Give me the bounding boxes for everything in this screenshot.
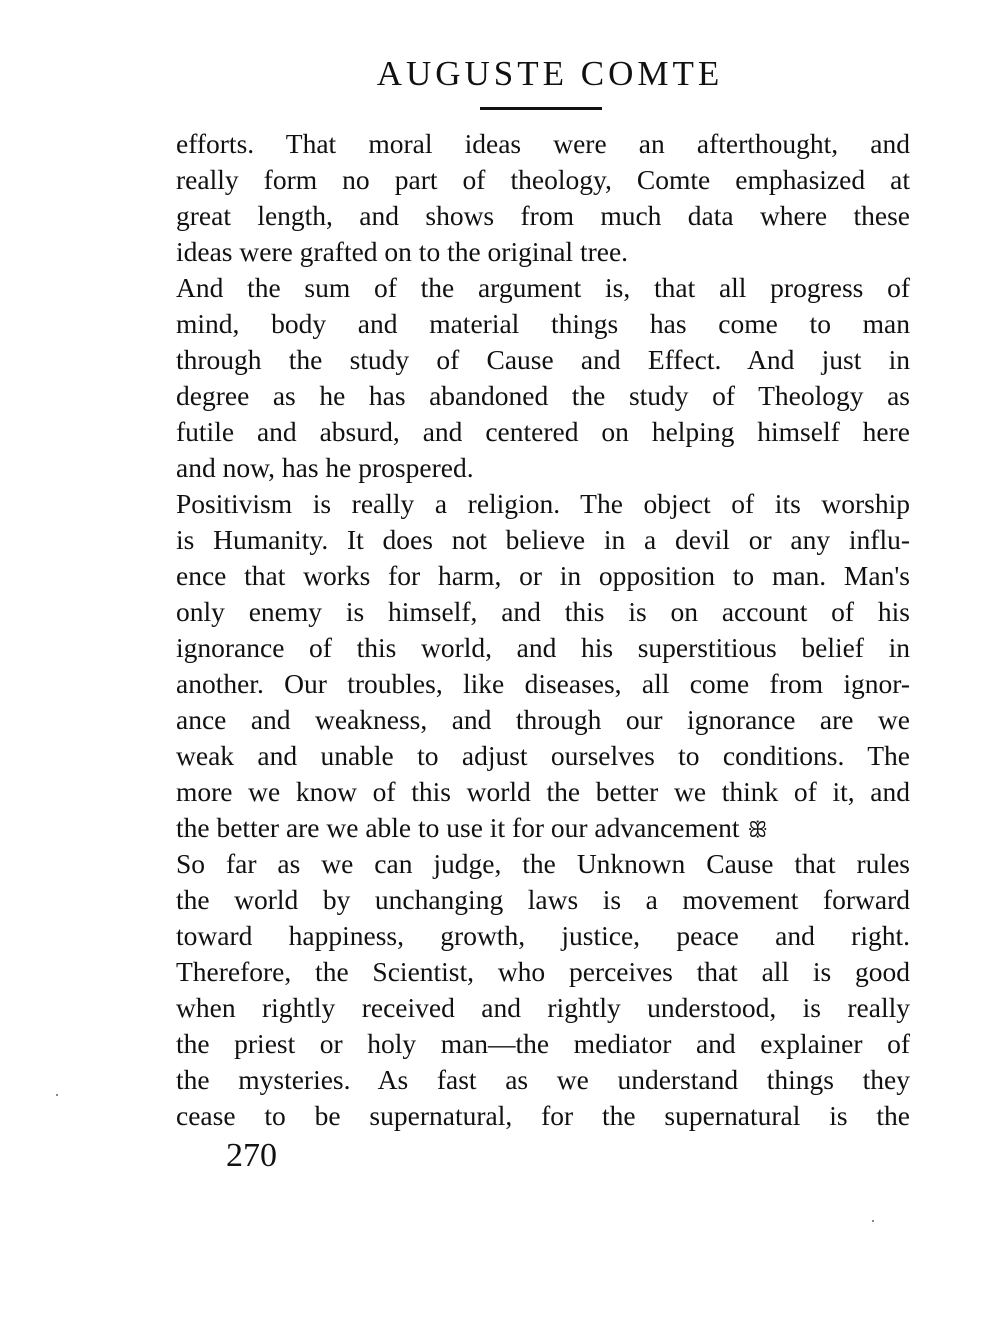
text-line: mind, body and material things has come to man <box>176 308 910 339</box>
text-line: ignorance of this world, and his superstitious belief in <box>176 632 910 663</box>
text-line: the better are we able to use it for our advancement <box>176 812 740 843</box>
page-body <box>176 126 910 1134</box>
page-number: 270 <box>226 1137 277 1174</box>
paragraph-ornament-icon: ꕥ <box>747 817 768 842</box>
text-line: degree as he has abandoned the study of Theology as <box>176 380 910 411</box>
text-line: ance and weakness, and through our ignorance are we <box>176 704 910 735</box>
text-line-with-ornament <box>176 810 910 846</box>
text-line: great length, and shows from much data where these <box>176 200 910 231</box>
running-head: AUGUSTE COMTE <box>376 54 724 93</box>
text-line: ideas were grafted on to the original tree. <box>176 236 629 267</box>
text-line: the world by unchanging laws is a movement forward <box>176 884 910 915</box>
text-line: toward happiness, growth, justice, peace and right. <box>176 920 910 951</box>
text-line: weak and unable to adjust ourselves to conditions. The <box>176 740 910 771</box>
text-line: is Humanity. It does not believe in a devil or any influ- <box>176 524 910 555</box>
text-line: really form no part of theology, Comte emphasized at <box>176 164 910 195</box>
text-line: So far as we can judge, the Unknown Cause that rules <box>176 848 910 879</box>
text-line: futile and absurd, and centered on helping himself here <box>176 416 910 447</box>
text-line: ence that works for harm, or in opposition to man. Man's <box>176 560 910 591</box>
text-line: when rightly received and rightly understood, is really <box>176 992 910 1023</box>
text-line: only enemy is himself, and this is on account of his <box>176 596 910 627</box>
text-line: Therefore, the Scientist, who perceives that all is good <box>176 956 910 987</box>
text-line: another. Our troubles, like diseases, all come from ignor- <box>176 668 910 699</box>
text-line: the priest or holy man—the mediator and explainer of <box>176 1028 910 1059</box>
header-rule <box>480 107 602 110</box>
text-line: the mysteries. As fast as we understand things they <box>176 1064 910 1095</box>
text-line: through the study of Cause and Effect. And just in <box>176 344 910 375</box>
text-line: more we know of this world the better we think of it, and <box>176 776 910 807</box>
scan-speck <box>872 1220 874 1222</box>
scan-speck <box>56 1094 58 1096</box>
text-line: and now, has he prospered. <box>176 452 474 483</box>
text-line: Positivism is really a religion. The object of its worship <box>176 488 910 519</box>
text-line: And the sum of the argument is, that all progress of <box>176 272 910 303</box>
text-line: cease to be supernatural, for the supernatural is the <box>176 1100 910 1131</box>
text-line: efforts. That moral ideas were an afterthought, and <box>176 128 910 159</box>
